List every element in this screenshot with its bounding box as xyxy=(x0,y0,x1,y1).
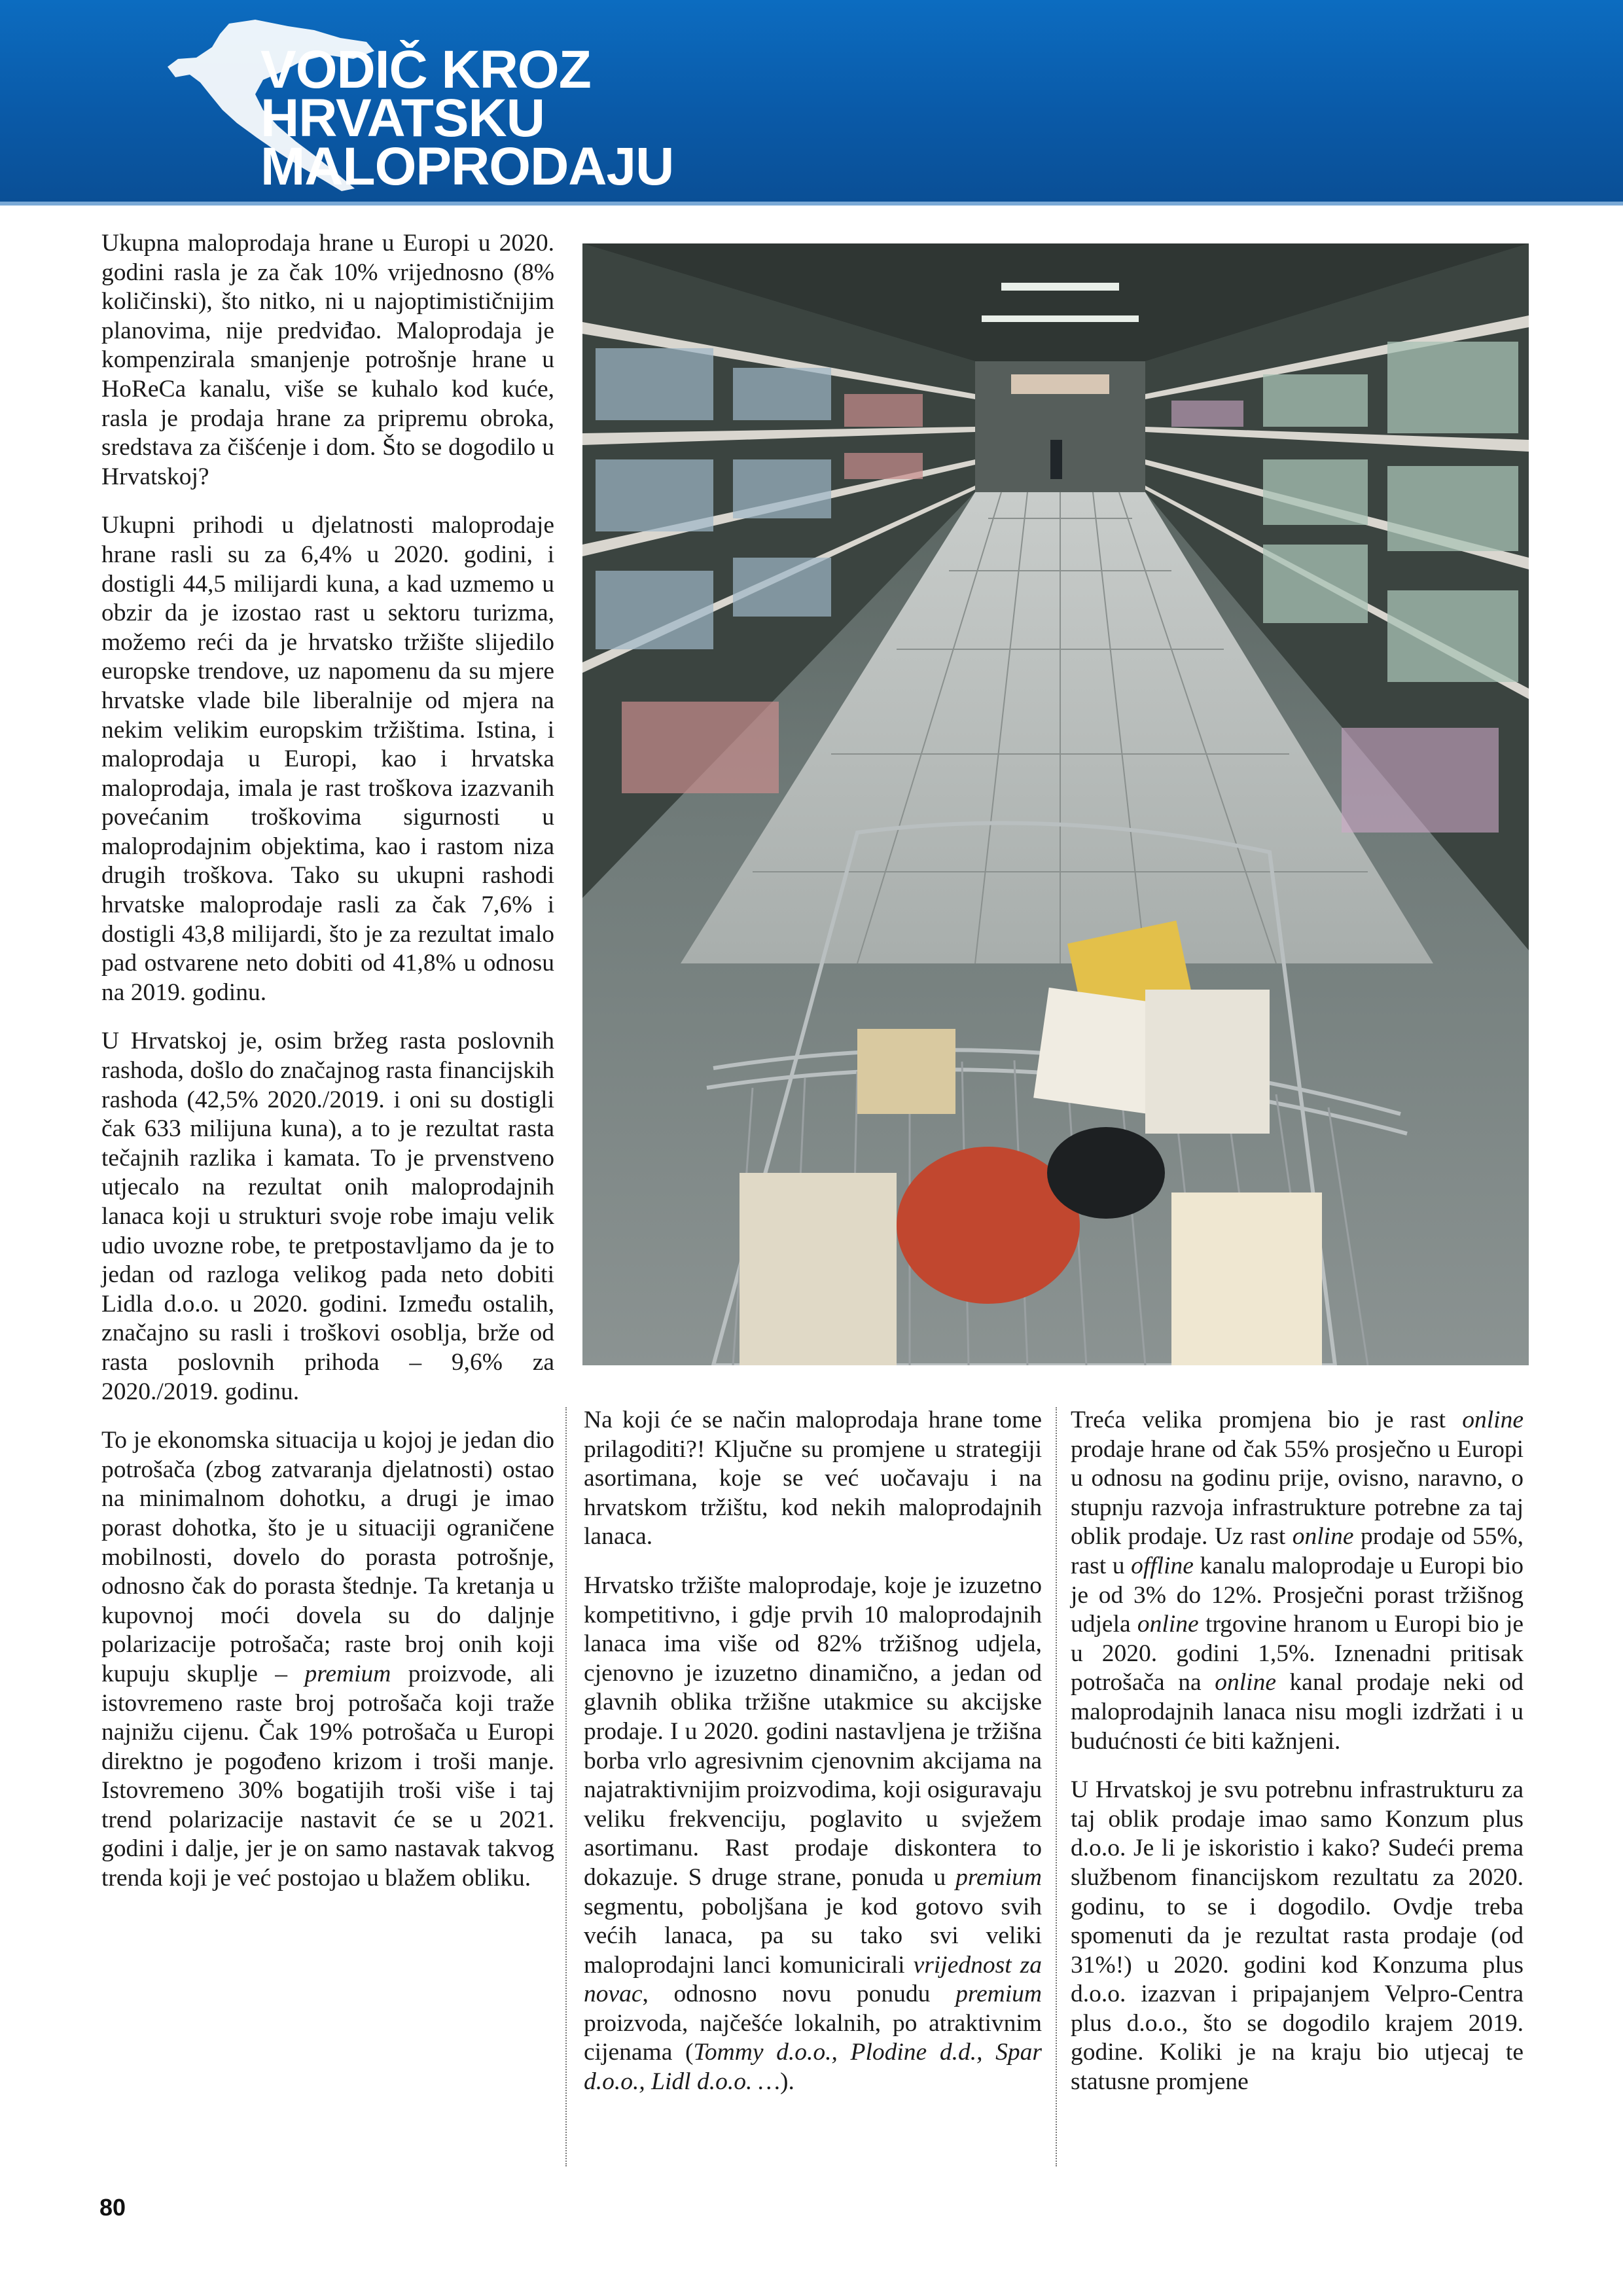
paragraph: Na koji će se način maloprodaja hrane tome prilagoditi?! Ključne su promjene u strategiji asortimana, koje se već uočavaju i na hrvatskom tržištu, kod nekih maloprodajnih lanaca. xyxy=(584,1407,1042,1551)
text-run: trgovine hranom u Europi bio je u 2020. godini 1,5%. Iznenadni pritisak potrošača na xyxy=(1071,1611,1524,1696)
paragraph xyxy=(584,1571,1042,2097)
header-title-line-1: VODIČ KROZ xyxy=(260,40,591,99)
text-run: kanal prodaje neki od maloprodajnih lanaca nisu mogli izdržati i u budućnosti će biti kažnjeni. xyxy=(1071,1669,1524,1755)
text-run: Treća velika promjena bio je rast xyxy=(1071,1407,1463,1433)
emphasis: online xyxy=(1137,1611,1199,1638)
page-number: 80 xyxy=(99,2194,126,2221)
text-run: proizvoda, najčešće lokalnih, po atraktivnim cijenama ( xyxy=(584,2009,1042,2066)
paragraph: Ukupni prihodi u djelatnosti maloprodaje hrane rasli su za 6,4% u 2020. godini, i dostigli 44,5 milijardi kuna, a kad uzmemo u obzir da je izostao rast u sektoru turizma, možemo reći da je hrvatsko tržište slijedilo europske trendove, uz napomenu da su mjere hrvatske vlade bile liberalnije od mjera na nekim velikim europskim tržištima. Istina, i maloprodaja u Europi, kao i hrvatska maloprodaja, imala je rast troškova izazvanih povećanim troškovima sigurnosti u maloprodajnim objektima, kao i rastom niza drugih troškova. Tako su ukupni rashodi hrvatske maloprodaje rasli za čak 7,6% i dostigli 43,8 milijardi, što je za rezultat imalo pad ostvarene neto dobiti od 41,8% u odnosu na 2019. godinu. xyxy=(101,512,554,1006)
text-run: , odnosno novu ponudu xyxy=(642,1981,956,2008)
text-run: prodaje od 55%, rast u xyxy=(1071,1523,1524,1579)
photo-illustration xyxy=(582,243,1529,1365)
article-column-1 xyxy=(101,229,554,1913)
text-run: proizvode, ali istovremeno raste broj potrošača koji traže najnižu cijenu. Čak 19% potrošača u Europi direktno je pogođeno krizom i troši manje. Istovremeno 30% bogatijih troši više i taj trend polarizacije nastavit će se u 2021. godini i dalje, jer je on samo nastavak takvog trenda koji je već postojao u blažem obliku. xyxy=(101,1660,554,1892)
paragraph: U Hrvatskoj je, osim bržeg rasta poslovnih rashoda, došlo do značajnog rasta financijskih rashoda (42,5% 2020./2019. i oni su dostigli čak 633 milijuna kuna), a to je rezultat rasta tečajnih razlika i kamata. To je prvenstveno utjecalo na rezultat onih maloprodajnih lanaca koji u strukturi svoje robe imaju velik udio uvozne robe, te pretpostavljamo da je to jedan od razloga velikog pada neto dobiti Lidla d.o.o. u 2020. godini. Između ostalih, značajno su rasli i troškovi osoblja, brže od rasta poslovnih prihoda – 9,6% za 2020./2019. godinu. xyxy=(101,1028,554,1405)
emphasis: vrijednost za novac xyxy=(584,1951,1043,2008)
emphasis: offline xyxy=(1131,1552,1194,1579)
text-run: To je ekonomska situacija u kojoj je jedan dio potrošača (zbog zatvaranja djelatnosti) ostao na minimalnom dohotku, a drugi je imao porast dohotka, što je u situaciji ograničene mobilnosti, dovelo do porasta potrošnje, odnosno čak do porasta štednje. Ta kretanja u kupovnoj moći dovela su do daljnje polarizacije potrošača; raste broj onih koji kupuju skuplje – xyxy=(101,1427,554,1687)
paragraph xyxy=(101,1426,554,1893)
page-header xyxy=(0,0,1623,206)
paragraph: Ukupna maloprodaja hrane u Europi u 2020. godini rasla je za čak 10% vrijednosno (8% količinski), što nitko, ni u najoptimističnijim planovima, nije predviđao. Maloprodaja je kompenzirala smanjenje potrošnje hrane u HoReCa kanalu, više se kuhalo kod kuće, rasla je prodaja hrane za pripremu obroka, sredstava za čišćenje i dom. Što se dogodilo u Hrvatskoj? xyxy=(101,230,554,490)
column-divider xyxy=(565,1407,567,2166)
emphasis: premium xyxy=(955,1981,1042,2008)
text-run: ). xyxy=(780,2068,794,2096)
text-run: Hrvatsko tržište maloprodaje, koje je izuzetno kompetitivno, i gdje prvih 10 maloprodajnih lanaca ima više od 82% tržišnog udjela, cjenovno je izuzetno dinamično, a jedan od glavnih oblika tržišne utakmice su akcijske prodaje. I u 2020. godini nastavljena je tržišna borba vrlo agresivnim cjenovnim akcijama na najatraktivnijim proizvodima, koji osiguravaju veliku frekvenciju, poglavito u svježem asortimanu. Rast prodaje diskontera to dokazuje. S druge strane, ponuda u xyxy=(584,1571,1042,1891)
text-run: segmentu, poboljšana je kod gotovo svih većih lanaca, pa su tako svi veliki maloprodajni lanci komunicirali xyxy=(584,1893,1042,1979)
paragraph: U Hrvatskoj je svu potrebnu infrastrukturu za taj oblik prodaje imao samo Konzum plus d.o.o. Je li je iskoristio i kako? Sudeći prema službenom financijskom rezultatu za 2020. godinu, to se i dogodilo. Ovdje treba spomenuti da je rezultat rasta prodaje (od 31%!) u 2020. godini kod Konzuma plus d.o.o. izazvan i pripajanjem Velpro-Centra plus d.o.o., što se dogodilo krajem 2019. godine. Koliki je na kraju bio utjecaj te statusne promjene xyxy=(1071,1776,1524,2096)
emphasis: premium xyxy=(955,1863,1042,1891)
text-run: prodaje hrane od čak 55% prosječno u Europi u odnosu na godinu prije, ovisno, naravno, o stupnju razvoja infrastrukture potrebne za taj oblik prodaje. Uz rast xyxy=(1071,1435,1524,1551)
column-divider xyxy=(1056,1407,1057,2166)
article-column-3 xyxy=(1071,1406,1524,2117)
emphasis: online xyxy=(1462,1407,1524,1433)
emphasis: Tommy d.o.o., Plodine d.d., Spar d.o.o., Lidl d.o.o. … xyxy=(584,2039,1043,2096)
paragraph xyxy=(1071,1406,1524,1756)
article-column-2 xyxy=(584,1406,1042,2117)
header-title xyxy=(260,40,674,196)
emphasis: online xyxy=(1215,1669,1276,1696)
header-title-line-3: MALOPRODAJU xyxy=(260,137,674,196)
emphasis: premium xyxy=(304,1660,391,1687)
text-run: kanalu maloprodaje u Europi bio je od 3% do 12%. Prosječni porast tržišnog udjela xyxy=(1071,1552,1524,1638)
supermarket-aisle-shopping-cart-photo xyxy=(582,243,1529,1365)
header-title-line-2: HRVATSKU xyxy=(260,88,544,148)
emphasis: online xyxy=(1292,1523,1354,1551)
